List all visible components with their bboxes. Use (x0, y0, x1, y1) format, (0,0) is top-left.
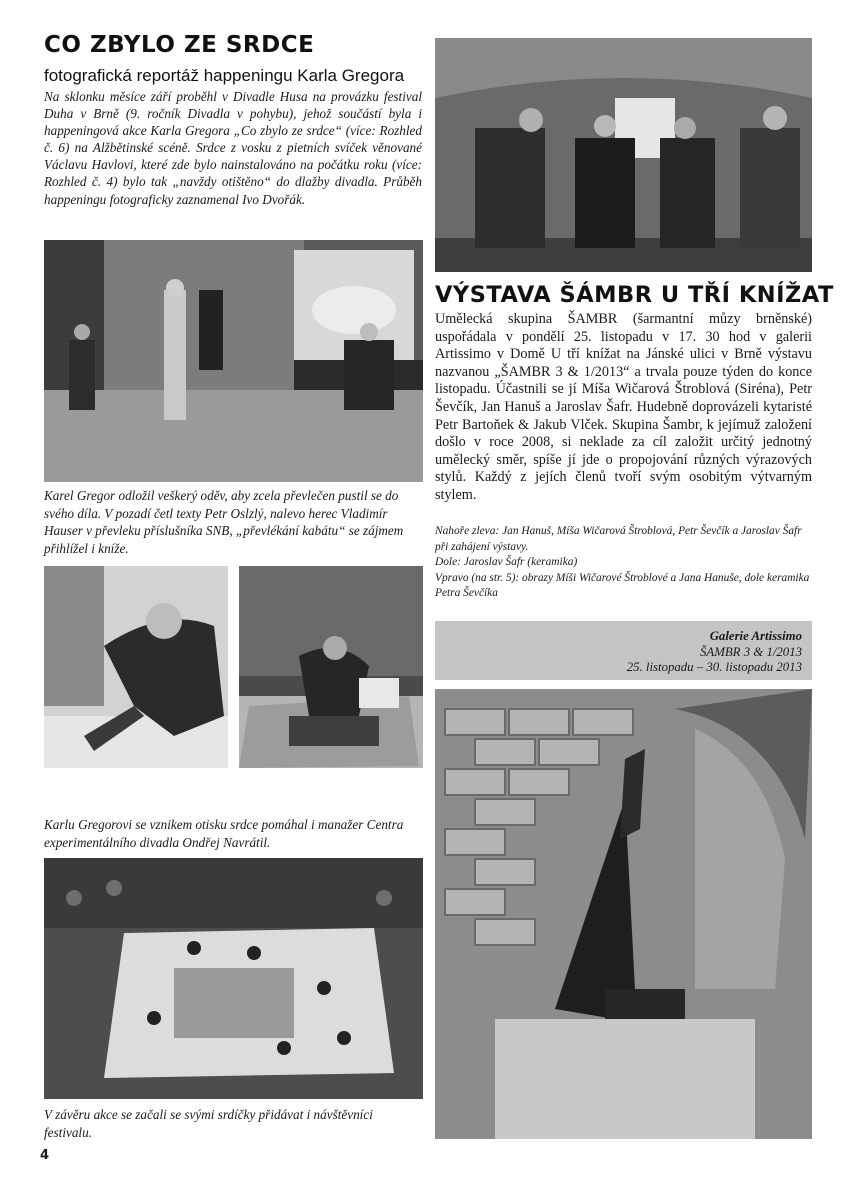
happening-stage-photo-art (44, 240, 423, 482)
crowd-overhead-photo (44, 858, 423, 1099)
helper-photo (239, 566, 423, 768)
credits-bottom: Dole: Jaroslav Šafr (keramika) (435, 556, 578, 569)
gallery-info-box (435, 621, 812, 680)
photo-credits (435, 524, 812, 602)
exhibition-opening-photo (435, 38, 812, 272)
crowd-overhead-photo-art (44, 858, 423, 1099)
helper-photo-caption: Karlu Gregorovi se vznikem otisku srdce pomáhal i manažer Centra experimentálního divadla Ondřej Navrátil. (44, 817, 404, 850)
exhibition-opening-photo-art (435, 38, 812, 272)
ceramic-sculpture-photo (435, 689, 812, 1139)
credits-top: Nahoře zleva: Jan Hanuš, Míša Wičarová Štroblová, Petr Ševčík a Jaroslav Šafr při zahájení výstavy. (435, 525, 802, 553)
helper-photo-art (239, 566, 423, 768)
left-article-title: CO ZBYLO ZE SRDCE (44, 32, 315, 58)
crowd-photo-caption: V závěru akce se začali se svými srdíčky přidávat i návštěvníci festivalu. (44, 1107, 373, 1140)
right-article-title: VÝSTAVA ŠÁMBR U TŘÍ KNÍŽAT (435, 282, 834, 308)
credits-right: Vpravo (na str. 5): obrazy Míši Wičarové Štroblové a Jana Hanuše, dole keramika Petra Ševčíka (435, 571, 810, 600)
left-article-subtitle: fotografická reportáž happeningu Karla Gregora (44, 66, 405, 85)
artist-printing-photo (44, 566, 228, 768)
happening-stage-photo (44, 240, 423, 482)
stage-photo-caption: Karel Gregor odložil veškerý oděv, aby zcela převlečen pustil se do svého díla. V pozadí četl texty Petr Oslzlý, nalevo herec Vladimír Hauser v převleku příslušníka SNB, „převlékání kabátu“ se zájmem přihlížel i kníže. (44, 488, 404, 556)
artist-printing-photo-art (44, 566, 228, 768)
page-number: 4 (40, 1148, 50, 1163)
exhibition-name: ŠAMBR 3 & 1/2013 (699, 644, 802, 659)
ceramic-sculpture-photo-art (435, 689, 812, 1139)
gallery-name: Galerie Artissimo (709, 629, 802, 643)
left-article-intro: Na sklonku měsíce září proběhl v Divadle Husa na provázku festival Duha v Brně (9. ročník Divadla v pohybu), jehož součástí byla i happeningová akce Karla Gregora „Co zbylo ze srdce“ (více: Rozhled č. 6) na Alžbětinské scéně. Srdce z vosku z pietních svíček věnované Václavu Havlovi, které zde bylo nainstalováno na počátku roku (více: Rozhled č. 4) bylo tak „navždy otištěno“ do dlažby divadla. Průběh happeningu fotograficky zaznamenal Ivo Dvořák. (44, 89, 422, 207)
right-article-body: Umělecká skupina ŠAMBR (šarmantní můzy brněnské) uspořádala v pondělí 25. listopadu v 17. 30 hod v galerii Artissimo v Domě U tří knížat na Jánské ulici v Brně výstavu nazvanou „ŠAMBR 3 & 1/2013“ a trvala pouze týden do konce listopadu. Účastnili se jí Míša Wičarová Štroblová (Siréna), Petr Ševčík, Jan Hanuš a Jaroslav Šafr. Hudebně doprovázeli kytaristé Petr Bartoňek & Jakub Vlček. Skupina Šambr, k jejímuž založení došlo v roce 2008, si neklade za cíl založit určitý jednotný umělecký směr, spíše jí jde o propojování různých výrazových stylů. Každý z jejích členů tvoří svým osobitým výtvarným stylem. (435, 311, 812, 503)
exhibition-dates: 25. listopadu – 30. listopadu 2013 (626, 660, 802, 675)
